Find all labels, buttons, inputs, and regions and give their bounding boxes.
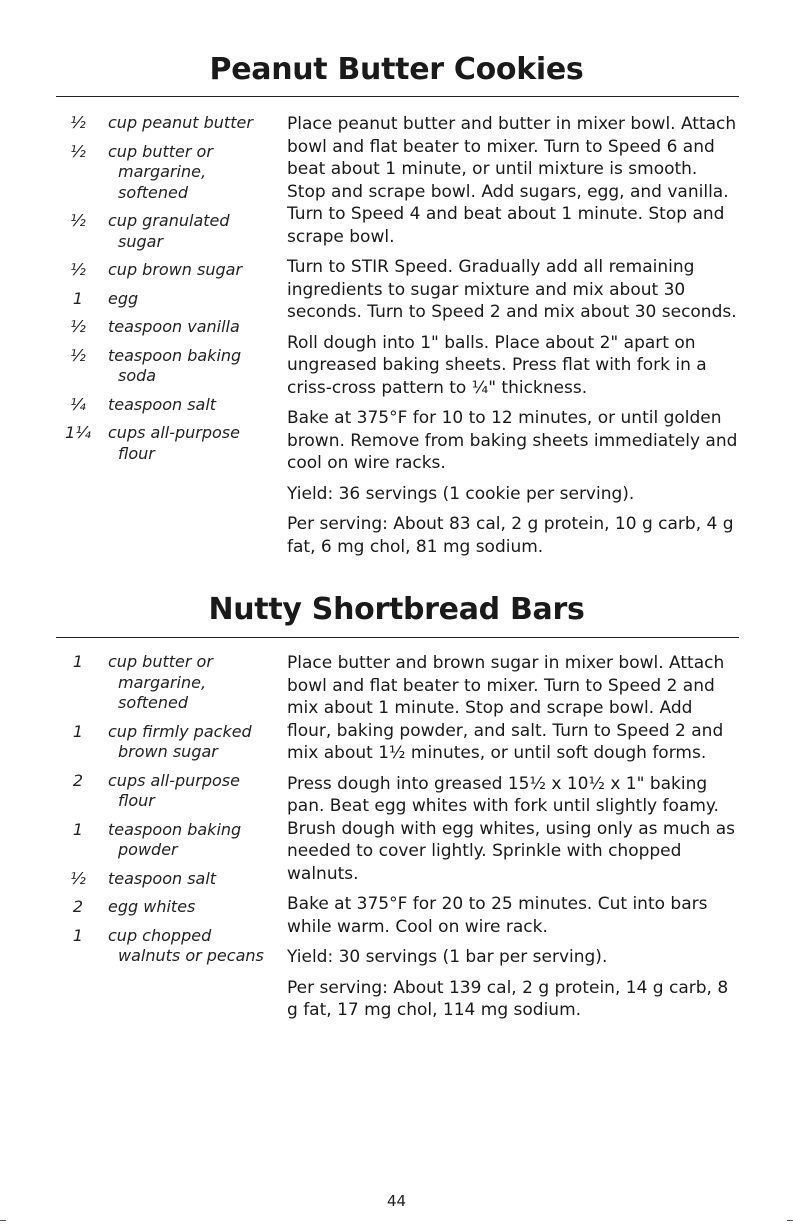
- ingredient-name: cup brown sugar: [108, 260, 243, 279]
- ingredient-name: cup butter or: [108, 652, 213, 671]
- method-text: [287, 652, 739, 1030]
- ingredient-name: cup granulated: [108, 211, 230, 230]
- ingredient-name: teaspoon salt: [108, 868, 217, 888]
- crop-mark: [0, 1220, 6, 1221]
- ingredient-quantity: 1¼: [65, 423, 91, 442]
- ingredient-item: [0, 211, 285, 252]
- ingredient-item: [0, 113, 285, 134]
- ingredient-item: [0, 395, 285, 416]
- ingredient-quantity: 1: [72, 288, 84, 308]
- method-paragraph: Bake at 375°F for 20 to 25 minutes. Cut into bars while warm. Cool on wire rack.: [287, 894, 708, 937]
- ingredient-name: margarine,: [118, 672, 207, 692]
- ingredient-quantity: ½: [70, 868, 86, 888]
- ingredient-name: flour: [118, 443, 155, 463]
- ingredient-item: [0, 897, 285, 918]
- ingredient-quantity: 1: [72, 721, 84, 741]
- ingredient-quantity: ½: [70, 113, 86, 132]
- ingredient-quantity: 1: [72, 819, 84, 839]
- ingredient-name: egg: [108, 288, 139, 308]
- ingredient-quantity: ½: [70, 260, 86, 279]
- ingredient-item: [0, 771, 285, 812]
- method-paragraph: Yield: 30 servings (1 bar per serving).: [287, 947, 608, 967]
- ingredient-name: egg whites: [108, 897, 196, 916]
- ingredient-name: softened: [118, 693, 189, 712]
- ingredient-item: [0, 142, 285, 204]
- ingredient-name: cup butter or: [108, 141, 213, 161]
- page-number: 44: [386, 1192, 407, 1210]
- ingredient-quantity: ¼: [70, 394, 86, 414]
- method-paragraph: Per serving: About 139 cal, 2 g protein, 14 g carb, 8 g fat, 17 mg chol, 114 mg sodium.: [287, 977, 729, 1020]
- ingredient-item: [0, 317, 285, 338]
- ingredient-name: brown sugar: [118, 742, 218, 761]
- ingredient-quantity: 1: [72, 925, 84, 945]
- method-paragraph: Per serving: About 83 cal, 2 g protein, 10 g carb, 4 g fat, 6 mg chol, 81 mg sodium.: [287, 514, 734, 557]
- ingredient-name: teaspoon baking: [108, 819, 242, 839]
- ingredient-item: [0, 423, 285, 464]
- method-paragraph: Bake at 375°F for 10 to 12 minutes, or until golden brown. Remove from baking sheets immediately and cool on wire racks.: [287, 408, 738, 473]
- ingredient-item: [0, 722, 285, 763]
- ingredient-name: soda: [118, 366, 157, 385]
- ingredient-quantity: 2: [72, 770, 84, 790]
- method-paragraph: Yield: 36 servings (1 cookie per serving).: [287, 483, 635, 504]
- recipe-title: Nutty Shortbread Bars: [208, 592, 585, 627]
- ingredient-name: flour: [118, 791, 155, 810]
- ingredient-item: [0, 869, 285, 890]
- ingredient-name: cups all-purpose: [108, 423, 240, 442]
- method-paragraph: Roll dough into 1" balls. Place about 2" apart on ungreased baking sheets. Press flat with fork in a criss-cross pattern to ¼" thickness.: [287, 332, 707, 398]
- ingredient-name: sugar: [118, 231, 164, 251]
- ingredient-name: softened: [118, 182, 189, 202]
- ingredient-name: cup peanut butter: [108, 113, 253, 132]
- ingredient-name: cups all-purpose: [108, 770, 240, 790]
- ingredient-quantity: 2: [72, 897, 84, 916]
- method-paragraph: Turn to STIR Speed. Gradually add all remaining ingredients to sugar mixture and mix about 30 seconds. Turn to Speed 2 and mix about 30 seconds.: [287, 257, 737, 322]
- method-text: [287, 113, 739, 566]
- title-rule: [56, 637, 739, 638]
- method-paragraph: Press dough into greased 15½ x 10½ x 1" baking pan. Beat egg whites with fork until slightly foamy. Brush dough with egg whites, using only as much as needed to cover lightly. Sprinkle with chopped walnuts.: [287, 773, 736, 884]
- ingredient-item: [0, 346, 285, 387]
- ingredient-list: [0, 113, 285, 464]
- ingredient-name: powder: [118, 840, 178, 859]
- ingredient-quantity: ½: [70, 345, 86, 365]
- title-rule: [56, 96, 739, 97]
- ingredient-name: teaspoon vanilla: [108, 317, 240, 336]
- ingredient-list: [0, 652, 285, 967]
- ingredient-name: cup chopped: [108, 925, 212, 945]
- ingredient-item: [0, 820, 285, 861]
- ingredient-quantity: ½: [70, 211, 86, 230]
- recipe-title: Peanut Butter Cookies: [209, 52, 584, 87]
- ingredient-item: [0, 652, 285, 714]
- method-paragraph: Place peanut butter and butter in mixer bowl. Attach bowl and flat beater to mixer. Turn to Speed 6 and beat about 1 minute, or until mixture is smooth. Stop and scrape bowl. Add sugars, egg, and vanilla. Turn to Speed 4 and beat about 1 minute. Stop and scrape bowl.: [287, 114, 737, 247]
- ingredient-name: margarine,: [118, 162, 207, 181]
- ingredient-name: teaspoon baking: [108, 345, 242, 365]
- ingredient-quantity: ½: [70, 141, 86, 161]
- ingredient-item: [0, 289, 285, 310]
- crop-mark: [787, 1220, 793, 1221]
- ingredient-item: [0, 926, 285, 967]
- ingredient-item: [0, 260, 285, 281]
- ingredient-quantity: ½: [70, 317, 86, 336]
- ingredient-name: teaspoon salt: [108, 394, 217, 414]
- ingredient-quantity: 1: [72, 652, 84, 671]
- ingredient-name: walnuts or pecans: [118, 946, 264, 965]
- method-paragraph: Place butter and brown sugar in mixer bowl. Attach bowl and flat beater to mixer. Turn to Speed 2 and mix about 1 minute. Stop and scrape bowl. Add flour, baking powder, and salt. Turn to Speed 2 and mix about 1½ minutes, or until soft dough forms.: [287, 653, 725, 763]
- ingredient-name: cup firmly packed: [108, 721, 252, 741]
